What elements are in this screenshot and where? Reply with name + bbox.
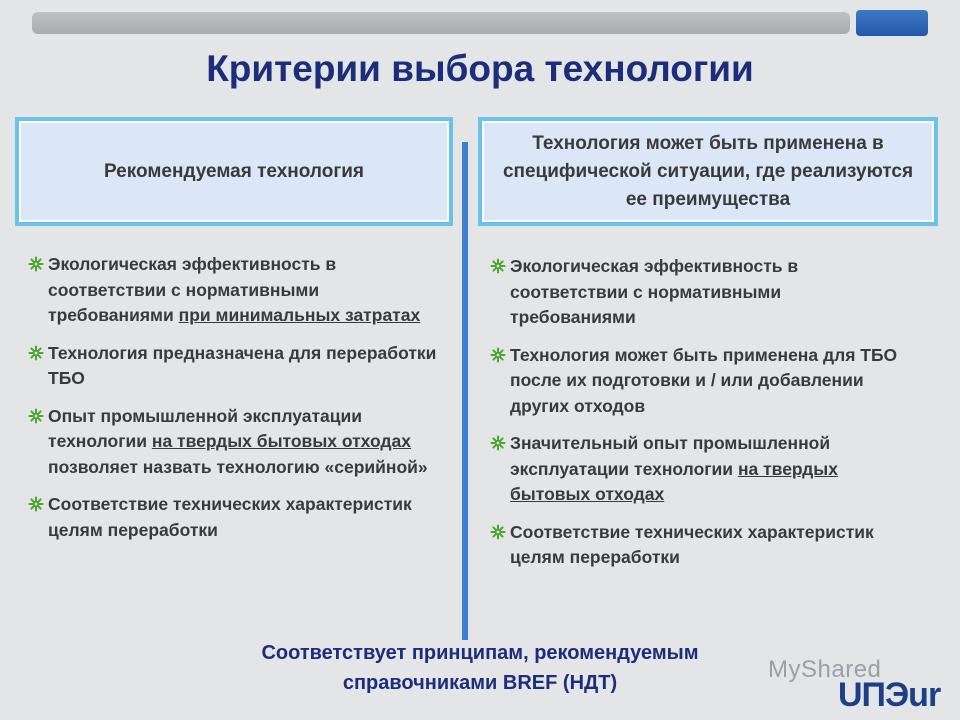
item-text: Значительный опыт промышленной эксплуатации технологии: [510, 433, 831, 479]
footer-note: [170, 638, 790, 698]
item-text: Экологическая эффективность в соответствии с нормативными требованиями: [48, 254, 337, 325]
item-text: Технология может быть применена для ТБО после их подготовки и / или добавлении других отходов: [510, 344, 898, 416]
top-decor-square: [856, 10, 928, 36]
left-header-text: Рекомендуемая технология: [103, 160, 365, 182]
list-item: [490, 343, 910, 420]
item-text: Экологическая эффективность в соответствии с нормативными требованиями: [510, 256, 799, 327]
green-star-bullet-icon: [28, 494, 44, 510]
list-item: [28, 252, 448, 329]
green-star-bullet-icon: [490, 433, 506, 449]
right-criteria-list: [490, 254, 910, 583]
right-header-box: [478, 117, 938, 226]
green-star-bullet-icon: [490, 345, 506, 361]
green-star-bullet-icon: [490, 522, 506, 538]
list-item: [490, 431, 910, 508]
list-item: [28, 341, 448, 392]
item-text: Соответствие технических характеристик целям переработки: [510, 521, 874, 567]
footer-line-2: справочниками BREF (НДТ): [342, 672, 618, 694]
item-underlined-text: на твердых бытовых отходах: [151, 431, 412, 451]
org-logo: UПЭur: [838, 676, 941, 714]
list-item: [490, 254, 910, 331]
green-star-bullet-icon: [28, 343, 44, 359]
item-text: Опыт промышленной эксплуатации технологии: [48, 405, 363, 451]
list-item: [28, 492, 448, 543]
item-text: Технология предназначена для переработки ТБО: [48, 342, 437, 388]
column-divider: [462, 142, 468, 640]
item-text: Соответствие технических характеристик целям переработки: [48, 494, 412, 540]
list-item: [28, 404, 448, 481]
item-underlined-text: на твердых бытовых отходах: [510, 458, 838, 504]
green-star-bullet-icon: [490, 256, 506, 272]
list-item: [490, 520, 910, 571]
left-header-box: [15, 117, 453, 226]
top-decor-bar: [32, 12, 850, 34]
watermark-text: MyShared: [768, 656, 882, 683]
left-criteria-list: [28, 252, 448, 555]
green-star-bullet-icon: [28, 254, 44, 270]
right-header-text: Технология может быть применена в специфической ситуации, где реализуются ее преимущества: [502, 132, 914, 210]
slide-title: Критерии выбора технологии: [206, 48, 754, 89]
footer-line-1: Соответствует принципам, рекомендуемым: [261, 642, 699, 664]
green-star-bullet-icon: [28, 406, 44, 422]
item-underlined-text: при минимальных затратах: [178, 305, 421, 325]
item-text-tail: позволяет назвать технологию «серийной»: [48, 456, 428, 477]
